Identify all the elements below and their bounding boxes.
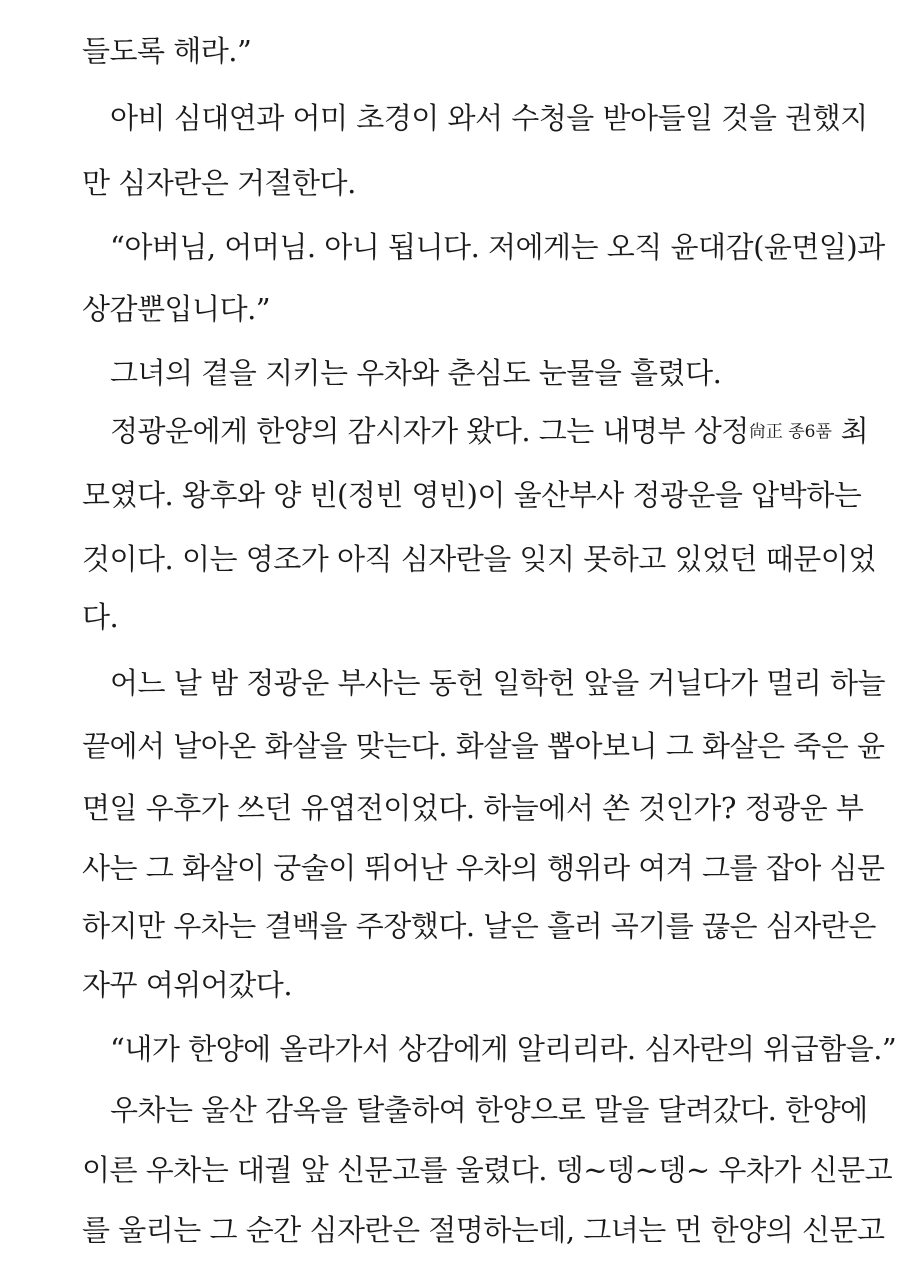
text-line-10: 다. (82, 600, 119, 634)
text-line-6: 그녀의 곁을 지키는 우차와 춘심도 눈물을 흘렸다. (110, 356, 722, 390)
text-line-17: “내가 한양에 올라가서 상감에게 알리리라. 심자란의 위급함을.” (110, 1032, 897, 1066)
text-line-4: “아버님, 어머님. 아니 됩니다. 저에게는 오직 윤대감(윤면일)과 (110, 230, 885, 264)
text-line-2: 아비 심대연과 어미 초경이 와서 수청을 받아들일 것을 권했지 (110, 101, 868, 135)
rank-annotation: 尙正 종6품 (748, 422, 832, 442)
text-line-16: 자꾸 여위어갔다. (82, 968, 293, 1002)
text-line-8: 모였다. 왕후와 양 빈(정빈 영빈)이 울산부사 정광운을 압박하는 (82, 478, 862, 512)
text-line-13: 면일 우후가 쓰던 유엽전이었다. 하늘에서 쏜 것인가? 정광운 부 (82, 791, 864, 825)
text-line-7-end: 최 (840, 414, 869, 448)
text-line-3: 만 심자란은 거절한다. (82, 166, 356, 200)
text-line-1: 들도록 해라.” (82, 34, 252, 68)
text-line-15: 하지만 우차는 결백을 주장했다. 날은 흘러 곡기를 끊은 심자란은 (82, 909, 876, 943)
text-line-19: 이른 우차는 대궐 앞 신문고를 울렸다. 뎅~뎅~뎅~ 우차가 신문고 (82, 1153, 893, 1187)
text-line-9: 것이다. 이는 영조가 아직 심자란을 잊지 못하고 있었던 때문이었 (82, 542, 876, 576)
text-line-7 (82, 403, 869, 459)
text-line-5: 상감뿐입니다.” (82, 292, 271, 326)
text-line-12: 끝에서 날아온 화살을 맞는다. 화살을 뽑아보니 그 화살은 죽은 윤 (82, 729, 885, 763)
text-line-14: 사는 그 화살이 궁술이 뛰어난 우차의 행위라 여겨 그를 잡아 심문 (82, 851, 885, 885)
text-line-20: 를 울리는 그 순간 심자란은 절명하는데, 그녀는 먼 한양의 신문고 (82, 1213, 885, 1247)
text-line-18: 우차는 울산 감옥을 탈출하여 한양으로 말을 달려갔다. 한양에 (110, 1093, 868, 1127)
text-line-11: 어느 날 밤 정광운 부사는 동헌 일학헌 앞을 거닐다가 멀리 하늘 (110, 666, 886, 700)
text-line-7-main: 정광운에게 한양의 감시자가 왔다. 그는 내명부 상정 (110, 414, 749, 448)
